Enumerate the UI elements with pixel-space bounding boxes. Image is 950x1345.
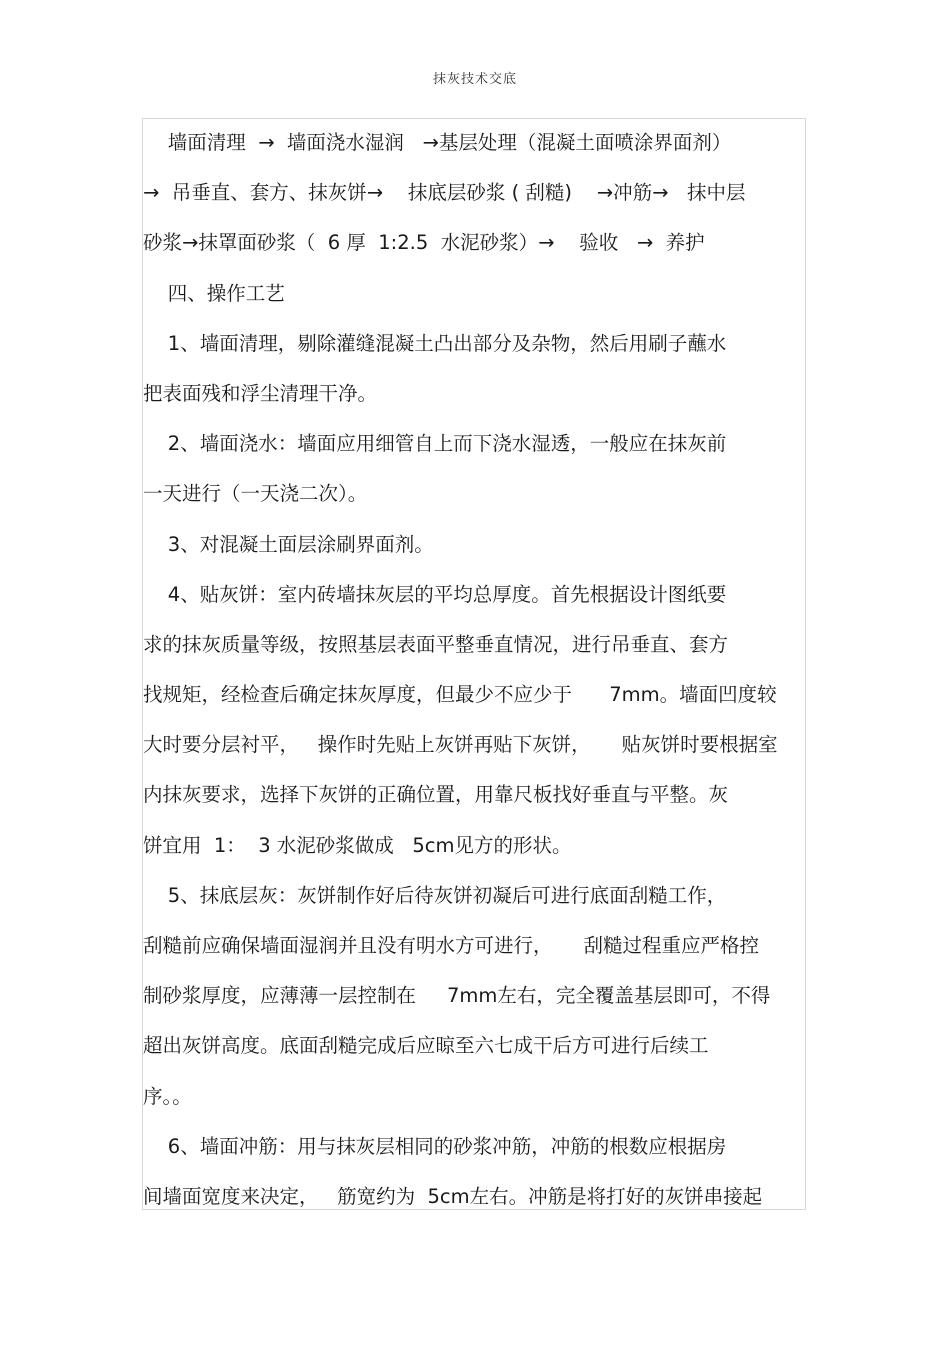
- text-line: 砂浆→抹罩面砂浆（ 6 厚 1:2.5 水泥砂浆）→ 验收 → 养护: [143, 231, 705, 255]
- text-line: 1、墙面清理，剔除灌缝混凝土凸出部分及杂物，然后用刷子蘸水: [143, 331, 727, 355]
- text-line: 3、对混凝土面层涂刷界面剂。: [143, 532, 434, 556]
- text-line: 制砂浆厚度，应薄薄一层控制在 7mm左右，完全覆盖基层即可，不得: [143, 984, 771, 1008]
- page-header-title: 抹灰技术交底: [432, 72, 517, 87]
- text-line: 把表面残和浮尘清理干净。: [143, 381, 378, 405]
- text-line: 5、抹底层灰：灰饼制作好后待灰饼初凝后可进行底面刮糙工作，: [143, 883, 727, 907]
- text-line: 找规矩，经检查后确定抹灰厚度，但最少不应少于 7mm。墙面凹度较: [143, 683, 777, 707]
- text-line: 饼宜用 1： 3 水泥砂浆做成 5cm见方的形状。: [143, 833, 572, 857]
- document-body: [142, 118, 806, 1210]
- text-line: 内抹灰要求，选择下灰饼的正确位置，用靠尺板找好垂直与平整。灰: [143, 783, 729, 807]
- text-line: → 吊垂直、套方、抹灰饼→ 抹底层砂浆 ( 刮糙) →冲筋→ 抹中层: [143, 181, 746, 205]
- text-line: 4、贴灰饼：室内砖墙抹灰层的平均总厚度。首先根据设计图纸要: [143, 582, 727, 606]
- text-line: 求的抹灰质量等级，按照基层表面平整垂直情况，进行吊垂直、套方: [143, 632, 729, 656]
- text-lines: [143, 118, 806, 1210]
- text-line: 一天进行（一天浇二次）。: [143, 482, 368, 506]
- section-heading: 四、操作工艺: [143, 281, 285, 305]
- text-line: 2、墙面浇水：墙面应用细管自上而下浇水湿透，一般应在抹灰前: [143, 432, 727, 456]
- text-line: 大时要分层衬平， 操作时先贴上灰饼再贴下灰饼， 贴灰饼时要根据室: [143, 733, 778, 757]
- text-line: 刮糙前应确保墙面湿润并且没有明水方可进行， 刮糙过程重应严格控: [143, 934, 759, 957]
- text-line: 超出灰饼高度。底面刮糙完成后应晾至六七成干后方可进行后续工: [143, 1034, 709, 1058]
- text-line: 序。。: [143, 1084, 192, 1108]
- text-line: 6、墙面冲筋：用与抹灰层相同的砂浆冲筋，冲筋的根数应根据房: [143, 1134, 727, 1158]
- text-line: 间墙面宽度来决定， 筋宽约为 5cm左右。冲筋是将打好的灰饼串接起: [143, 1184, 763, 1208]
- text-line: 墙面清理 → 墙面浇水湿润 →基层处理（混凝土面喷涂界面剂）: [143, 131, 732, 154]
